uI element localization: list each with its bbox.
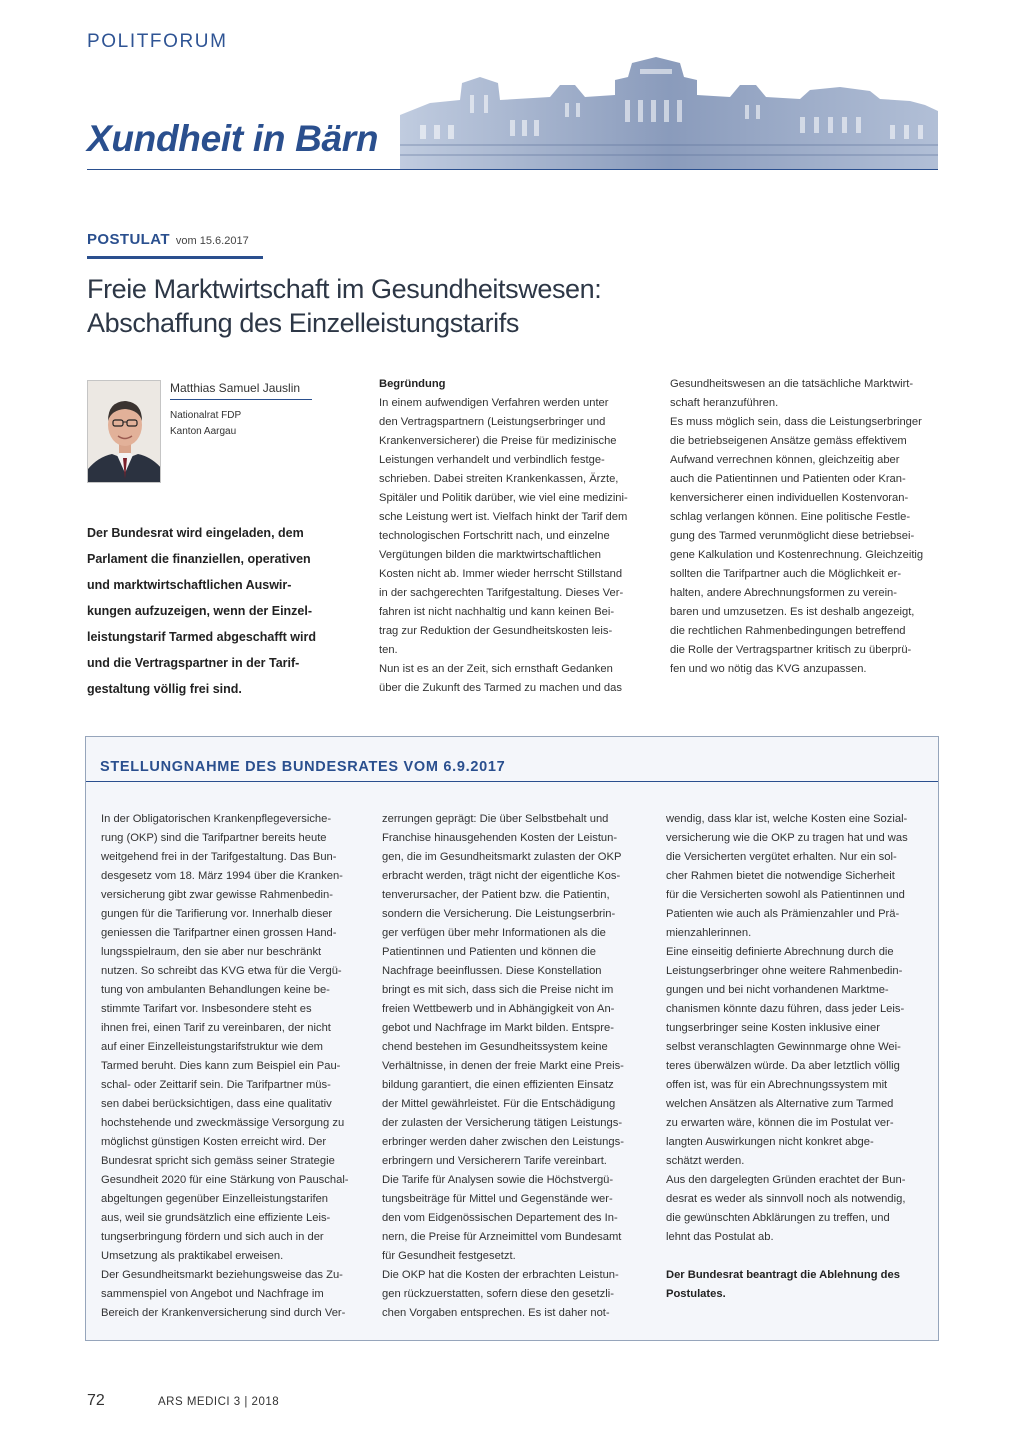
text-line: Gesundheitswesen an die tatsächliche Marktwirt- (670, 378, 914, 390)
statement-column-1 (101, 810, 349, 1323)
text-line: versicherung gibt zwar gewisse Rahmenbedin- (101, 889, 333, 901)
statement-title: STELLUNGNAHME DES BUNDESRATES VOM 6.9.2017 (100, 759, 506, 775)
text-line: für die Versicherten sowohl als Patientinnen und (666, 889, 905, 901)
text-line: Krankenversicherer) die Preise für medizinische (379, 435, 617, 447)
text-line: selbst veranschlagten Gewinnmarge ohne Wei- (666, 1041, 901, 1053)
text-line: schlag verlangen können. Eine politische Festle- (670, 511, 911, 523)
demand-line: Parlament die finanziellen, operativen (87, 552, 311, 566)
text-line: Nachfrage beeinflussen. Diese Konstellation (382, 965, 602, 977)
column-title: Xundheit in Bärn (87, 118, 379, 159)
text-line: die gewünschten Abklärungen zu treffen, und (666, 1212, 890, 1224)
demand-line: und marktwirtschaftlichen Auswir- (87, 578, 292, 592)
author-role-line-2: Kanton Aargau (170, 426, 237, 437)
text-line: wendig, dass klar ist, welche Kosten eine Sozial- (666, 813, 908, 825)
statement-conclusion: Der Bundesrat beantragt die Ablehnung des (666, 1269, 900, 1281)
text-line: In einem aufwendigen Verfahren werden unter (379, 397, 609, 409)
demand-line: gestaltung völlig frei sind. (87, 682, 242, 696)
author-role (170, 408, 241, 440)
text-line: rung (OKP) sind die Tarifpartner bereits heute (101, 832, 327, 844)
text-line: offen ist, was für ein Abrechnungssystem mit (666, 1079, 888, 1091)
text-line: hochstehende und zweckmässige Versorgung zu (101, 1117, 345, 1129)
text-line: teres überwälzen würde. Da aber letztlich völlig (666, 1060, 900, 1072)
text-line: gen, die im Gesundheitsmarkt zulasten der OKP (382, 851, 622, 863)
text-line: In der Obligatorischen Krankenpflegeversiche- (101, 813, 332, 825)
text-line: Gesundheit 2020 für eine Stärkung von Pauschal- (101, 1174, 349, 1186)
text-line: die rechtlichen Rahmenbedingungen betreffend (670, 625, 906, 637)
text-line: tenverursacher, der Patient bzw. die Patientin, (382, 889, 610, 901)
text-line: gung des Tarmed verunmöglicht diese betriebsei- (670, 530, 915, 542)
text-line: Aufwand verrechnen können, gleichzeitig aber (670, 454, 900, 466)
masthead-rule (87, 169, 938, 170)
text-line: den vom Eidgenössischen Departement des In- (382, 1212, 618, 1224)
text-line: freien Wettbewerb und in Abhängigkeit von An- (382, 1003, 615, 1015)
text-line: tungsbeiträge für Mittel und Gegenstände wer- (382, 1193, 613, 1205)
text-line: tungserbringung fördern und sich auch in der (101, 1231, 324, 1243)
text-line: schal- oder Zeittarif sein. Die Tarifpartner müs- (101, 1079, 331, 1091)
text-line: kenversicherer einen individuellen Kostenvoran- (670, 492, 909, 504)
text-line: die Versicherten vergütet erhalten. Nur ein sol- (666, 851, 897, 863)
text-line: geniessen die Tarifpartner einen grossen Hand- (101, 927, 337, 939)
headline-line-1: Freie Marktwirtschaft im Gesundheitswesen: (87, 274, 602, 304)
statement-column-2 (382, 810, 624, 1323)
text-line: Aus den dargelegten Gründen erachtet der Bun- (666, 1174, 906, 1186)
text-line: Eine einseitig definierte Abrechnung durch die (666, 946, 894, 958)
text-line: gen rückzuerstatten, sofern diese den gesetzli- (382, 1288, 614, 1300)
postulat-label: POSTULAT (87, 231, 170, 248)
text-line: zerrungen geprägt: Die über Selbstbehalt und (382, 813, 609, 825)
text-line: Die OKP hat die Kosten der erbrachten Leistun- (382, 1269, 619, 1281)
text-line: technologischen Fortschritt nach, und einzelne (379, 530, 610, 542)
text-line: möglichst günstigen Kosten erreicht wird. Der (101, 1136, 327, 1148)
text-line: tungserbringer seine Kosten inklusive einer (666, 1022, 880, 1034)
text-line: Patienten wie auch als Prämienzahler und Prä- (666, 908, 900, 920)
text-line: schätzt werden. (666, 1155, 745, 1167)
text-line: welchen Ansätzen als Alternative zum Tarmed (666, 1098, 894, 1110)
text-line: die betriebseigenen Ansätze gemäss effektivem (670, 435, 907, 447)
text-line: schrieben. Dabei streiten Krankenkassen, Ärzte, (379, 473, 619, 485)
headline-line-2: Abschaffung des Einzelleistungstarifs (87, 308, 519, 338)
text-line: versicherung wie die OKP zu tragen hat und was (666, 832, 908, 844)
text-line: lungsspielraum, den sie aber nur beschränkt (101, 946, 322, 958)
text-line: zu erwarten wäre, können die im Postulat ver- (666, 1117, 894, 1129)
text-line: mienzahlerinnen. (666, 927, 752, 939)
author-photo (87, 380, 161, 483)
text-line: chanismen könnte dazu führen, dass jeder Leis- (666, 1003, 905, 1015)
text-line: erbracht werden, trägt nicht der eigentliche Kos- (382, 870, 621, 882)
text-line: sen dabei berücksichtigen, dass eine qualitativ (101, 1098, 332, 1110)
text-line: Es muss möglich sein, dass die Leistungserbringer (670, 416, 922, 428)
text-line: erbringern und Versicherern Tarife vereinbart. (382, 1155, 607, 1167)
text-line: chen Vorgaben entsprechen. Es ist daher not- (382, 1307, 610, 1319)
text-line: ten. (379, 644, 398, 656)
section-label: POLITFORUM (87, 31, 228, 52)
text-line: chend bestehen im Gesundheitssystem keine (382, 1041, 608, 1053)
text-line: für Gesundheit festgesetzt. (382, 1250, 516, 1262)
begruendung-column-2 (670, 375, 923, 679)
text-line: in der sachgerechten Tarifgestaltung. Dieses Ver- (379, 587, 624, 599)
paragraph-gap (666, 1247, 908, 1266)
text-line: Die Tarife für Analysen sowie die Höchstvergü- (382, 1174, 614, 1186)
postulat-demand (87, 520, 355, 702)
text-line: weitgehend frei in der Tarifgestaltung. Das Bun- (101, 851, 337, 863)
text-line: erbringer werden daher zwischen den Leistungs- (382, 1136, 624, 1148)
text-line: bringt es mit sich, dass sich die Preise nicht im (382, 984, 614, 996)
text-line: baren und umzusetzen. Es ist deshalb angezeigt, (670, 606, 915, 618)
text-line: nutzen. So schreibt das KVG etwa für die Vergü- (101, 965, 342, 977)
text-line: aus, weil sie grundsätzlich eine effiziente Leis- (101, 1212, 331, 1224)
text-line: Franchise hinausgehenden Kosten der Leistun- (382, 832, 618, 844)
demand-line: leistungstarif Tarmed abgeschafft wird (87, 630, 316, 644)
text-line: stimmte Tarifart vor. Insbesondere steht es (101, 1003, 312, 1015)
page-number: 72 (87, 1392, 105, 1409)
text-line: halten, andere Abrechnungsformen zu verein- (670, 587, 897, 599)
text-line: schaft heranzuführen. (670, 397, 779, 409)
text-line: Spitäler und Politik darüber, wie viel eine medizini- (379, 492, 628, 504)
author-name: Matthias Samuel Jauslin (170, 381, 312, 400)
text-line: sondern die Versicherung. Die Leistungserbrin- (382, 908, 616, 920)
parliament-building-illustration (400, 55, 938, 170)
text-line: Patientinnen und Patienten und können die (382, 946, 596, 958)
text-line: der zulasten der Versicherung tätigen Leistungs- (382, 1117, 623, 1129)
text-line: bildung garantiert, die einen effizienten Einsatz (382, 1079, 614, 1091)
text-line: Verhältnisse, in denen der freie Markt eine Preis- (382, 1060, 624, 1072)
text-line: ger verfügen über mehr Informationen als die (382, 927, 606, 939)
text-line: gene Kalkulation und Kostenrechnung. Gleichzeitig (670, 549, 924, 561)
text-line: der Mittel gewährleistet. Für die Entschädigung (382, 1098, 616, 1110)
text-line: trag zur Reduktion der Gesundheitskosten leis- (379, 625, 613, 637)
text-line: Tarmed beruht. Dies kann zum Beispiel ein Pau- (101, 1060, 341, 1072)
text-line: Bundesrat spricht sich gemäss seiner Strategie (101, 1155, 335, 1167)
text-line: Bereich der Krankenversicherung sind durch Ver- (101, 1307, 346, 1319)
article-headline (87, 272, 847, 340)
statement-header (86, 737, 938, 782)
text-line: desrat es weder als sinnvoll noch als notwendig, (666, 1193, 906, 1205)
text-line: den Vertragspartnern (Leistungserbringer und (379, 416, 606, 428)
text-line: gebot und Nachfrage im Markt bilden. Entspre- (382, 1022, 614, 1034)
text-line: Leistungen verhandelt und verbindlich festge- (379, 454, 605, 466)
text-line: sche Leistung wert ist. Vielfach hinkt der Tarif dem (379, 511, 628, 523)
statement-column-3 (666, 810, 908, 1304)
text-line: auf einer Einzelleistungstarifstruktur wie dem (101, 1041, 323, 1053)
text-line: desgesetz vom 18. März 1994 über die Kranken- (101, 870, 343, 882)
text-line: cher Rahmen bietet die notwendige Sicherheit (666, 870, 895, 882)
text-line: abgeltungen gegenüber Einzelleistungstarifen (101, 1193, 329, 1205)
text-line: gungen für die Tarifierung vor. Innerhalb dieser (101, 908, 333, 920)
begruendung-column-1 (379, 375, 628, 698)
author-role-line-1: Nationalrat FDP (170, 410, 242, 421)
statement-box (85, 736, 939, 1341)
publication-info: ARS MEDICI 3 | 2018 (158, 1396, 280, 1408)
text-line: Kosten nicht ab. Immer wieder herrscht Stillstand (379, 568, 623, 580)
statement-conclusion: Postulates. (666, 1288, 726, 1300)
postulat-tag (87, 231, 263, 259)
text-line: fen und wo nötig das KVG anzupassen. (670, 663, 867, 675)
postulat-date: vom 15.6.2017 (175, 235, 249, 247)
demand-line: und die Vertragspartner in der Tarif- (87, 656, 300, 670)
text-line: Leistungserbringer ohne weitere Rahmenbedin- (666, 965, 903, 977)
text-line: tung von ambulanten Behandlungen keine be- (101, 984, 330, 996)
text-line: die Rolle der Vertragspartner kritisch zu überprü- (670, 644, 912, 656)
text-line: Nun ist es an der Zeit, sich ernsthaft Gedanken (379, 663, 613, 675)
demand-line: Der Bundesrat wird eingeladen, dem (87, 526, 304, 540)
text-line: Vergütungen bilden die marktwirtschaftlichen (379, 549, 602, 561)
text-line: Der Gesundheitsmarkt beziehungsweise das Zu- (101, 1269, 343, 1281)
text-line: langten Auswirkungen nicht konkret abge- (666, 1136, 874, 1148)
text-line: nern, die Preise für Arzneimittel vom Bundesamt (382, 1231, 622, 1243)
text-line: sammenspiel von Angebot und Nachfrage im (101, 1288, 324, 1300)
text-line: lehnt das Postulat ab. (666, 1231, 774, 1243)
text-line: über die Zukunft des Tarmed zu machen und das (379, 682, 622, 694)
text-line: ihnen frei, einen Tarif zu vereinbaren, der nicht (101, 1022, 331, 1034)
text-line: sollten die Tarifpartner auch die Möglichkeit er- (670, 568, 902, 580)
text-line: gungen und bei nicht vorhandenen Marktme- (666, 984, 889, 996)
text-line: auch die Patientinnen und Patienten oder Kran- (670, 473, 906, 485)
demand-line: kungen aufzuzeigen, wenn der Einzel- (87, 604, 313, 618)
text-line: fahren ist nicht nachhaltig und kann keinen Bei- (379, 606, 615, 618)
text-line: Umsetzung als praktikabel erweisen. (101, 1250, 284, 1262)
begruendung-heading: Begründung (379, 378, 446, 390)
